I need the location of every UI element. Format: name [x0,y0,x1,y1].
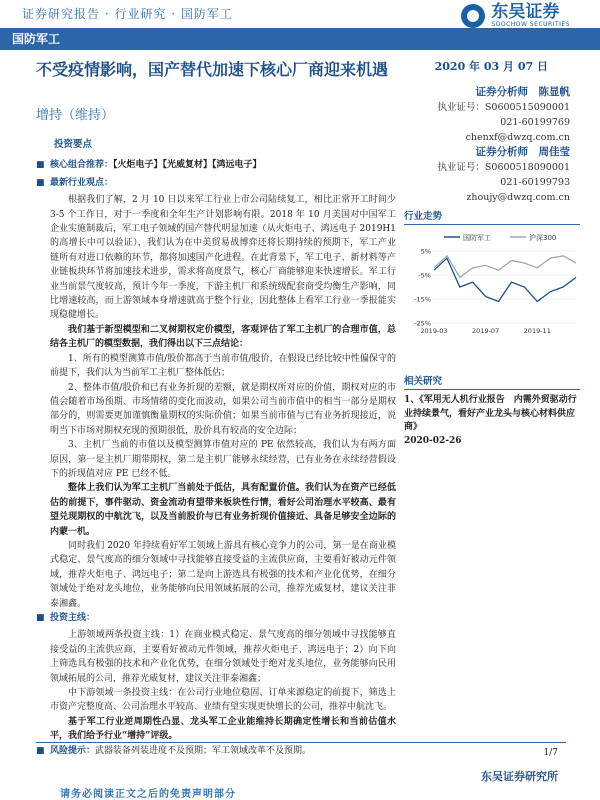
section-label: 国防军工 [12,32,61,46]
section-heading: 投资要点 [54,139,93,150]
legend-label: 国防军工 [463,234,491,242]
bullet-icon: ■ [36,745,45,756]
y-tick-label: -25% [414,319,431,328]
logo-text: 东吴证券 [491,2,560,22]
paragraph: 根据我们了解，2 月 10 日以来军工行业上市公司陆续复工，相比正常开工时间少 3-5 个工作日，对于一季度和全年生产计划影响有限。2018 年 10 月美国对中国军工企业实施制裁后，军工电子领域的国产替代明显加速（从火炬电子、鸿远电子 2019H1 的高增长中可以验证），我们认为在中美贸易战博弈还将长期持续的预期下，军工产业链所有对进口依赖的环节，都将加速国产化进程。在此背景下，军工电子、新材料等产业链板块环节将加速技术进步，需求将高度景气，核心厂商能够迎来快速增长。军工行业当前景气度较高，预计今年一季度，下游主机厂和系统级配套商受均衡生产影响，同比增速较高，而上游领域本身增速就高于整个行业，因此整体上看军工行业一季报能实现稳健增长。 [50,195,396,321]
x-tick-label: 2019-03 [420,327,448,335]
x-tick-label: 2019-11 [523,327,551,335]
breadcrumb: 证券研究报告 · 行业研究 · 国防军工 [22,6,233,21]
report-title: 不受疫情影响，国产替代加速下核心厂商迎来机遇 [36,60,389,79]
bullet-icon: ■ [36,160,45,171]
paragraph: 同时我们 2020 年持续看好军工领域上游具有核心竞争力的公司，第一是在商业模式稳定、景气度高的细分领域中寻找能够直接受益的主流供应商，主要看好被动元件领域，推荐火炬电子、鸿远电子；第二是向上游选具有极强的技术和产业化优势，在细分领域处于绝对龙头地位，业务能够向民用领域拓展的公司，推荐光威复材，建议关注菲泰湘鑫。 [50,540,396,609]
related-report-link[interactable]: 1、《军用无人机行业报告 内需外贸驱动行业持续景气，看好产业龙头与核心材料供应商》 [404,395,577,432]
strategy-label: 投资主线： [50,613,96,623]
analyst-name: 证券分析师 陈显帆 [475,86,570,98]
x-tick-label: 2019-07 [472,327,500,335]
paragraph: 整体上我们认为军工主机厂当前处于低估，具有配置价值。我们认为在资产已经低估的前提下，事件驱动、资金流动有望带来板块性行情，看好公司治理水平较高、最有望兑现期权的中航沈飞，以及当前股价与已有业务折现价值接近、具备足够安全边际的内蒙一机。 [50,483,396,537]
paragraph: 2、整体市值/股价和已有业务折现的差额，就是期权所对应的价值，期权对应的市值会随着市场预期、市场情绪的变化而波动，如果公司当前市值中的相当一部分是期权部分的，则需要更加谨慎衡量期权的实际价值；如果当前市值与已有业务折现接近，说明当下市场对期权充现的预期很低，股价具有较高的安全边际； [50,382,396,436]
core-picks-label: 核心组合推荐： [50,160,114,171]
y-tick-label: 5% [420,247,431,256]
footer-disclaimer: 请务必阅读正文之后的免责声明部分 [60,789,236,800]
y-tick-label: -15% [414,295,431,304]
rating-label: 增持（维持） [36,108,115,123]
analyst-email[interactable]: zhoujy@dwzq.com.cn [466,192,570,203]
paragraph: 上游领域两条投资主线：1）在商业模式稳定、景气度高的细分领域中寻找能够直接受益的主流供应商，主要看好被动元件领域，推荐火炬电子、鸿远电子；2）向下向上筛选具有极强的技术和产业化优势，在细分领域处于绝对龙头地位，业务能够向民用领域拓展的公司，推荐光威复材，建议关注菲泰湘鑫； [50,630,396,684]
series-line [434,256,576,278]
risk-value: 武器装备列装进度不及预期；军工领域改革不及预期。 [95,745,312,756]
paragraph: 基于军工行业逆周期性凸显、龙头军工企业能维持长期确定性增长和当前估值水平，我们给予行业“增持”评级。 [50,716,396,742]
bullet-latest-view [36,176,396,190]
footer-divider [36,742,566,743]
paragraph: 中下游领域一条投资主线：在公司行业地位稳固、订单来源稳定的前提下，筛选上市资产完整度高、公司治理水平较高、业绩有望实现更快增长的公司，推荐中航沈飞。 [50,688,396,713]
analyst-phone: 021-60199769 [500,117,570,128]
logo-subtext: SOOCHOW SECURITIES [491,21,570,28]
core-picks-value: 【火炬电子】【光威复材】【鸿远电子】 [113,160,262,171]
section-banner [0,28,600,50]
page-number: 1/7 [543,748,558,758]
industry-trend-chart [404,229,580,341]
related-research-title: 相关研究 [404,373,580,390]
bullet-strategy [36,611,396,625]
analyst-license: 执业证号：S0600518090001 [437,162,570,173]
analyst-phone: 021-60199793 [500,177,570,188]
sidebar [404,208,580,448]
analyst-email[interactable]: chenxf@dwzq.com.cn [465,132,570,143]
bullet-icon: ■ [36,613,45,623]
related-report-date: 2020-02-26 [404,435,462,446]
analyst-name: 证券分析师 周佳莹 [475,146,570,158]
bullet-icon: ■ [36,177,45,188]
legend-label: 沪深300 [529,234,557,242]
chart-title: 行业走势 [404,208,580,225]
paragraph: 我们基于新型模型和二叉树期权定价模型，客观评估了军工主机厂的合理市值，总结各主机厂的模型数据，我们得出以下三点结论： [50,324,396,350]
bullet-core-picks [36,158,396,172]
main-content [36,138,396,761]
analyst-license: 执业证号：S0600515090001 [437,102,570,113]
paragraph: 1、所有的模型测算市值/股价都高于当前市值/股价，在假设已经比较中性偏保守的前提下，我们认为当前军工主机厂整体低估； [50,353,396,379]
y-tick-label: -5% [418,271,431,280]
bullet-risk [36,744,396,758]
report-date: 2020 年 03 月 07 日 [434,60,548,73]
logo-icon [461,4,485,28]
risk-label: 风险提示： [50,745,96,756]
top-bar [0,0,600,26]
company-logo [461,4,570,28]
latest-view-label: 最新行业观点： [50,177,114,188]
footer-firm: 东吴证券研究所 [481,770,558,783]
paragraph: 3、主机厂当前的市值以及模型测算市值对应的 PE 依然较高，我们认为有两方面原因，第一是主机厂期带期权，第二是主机厂能够永续经营，已有业务在永续经营假设下的折现值对应 PE 已经不低。 [50,440,396,479]
analyst-block [420,85,570,205]
